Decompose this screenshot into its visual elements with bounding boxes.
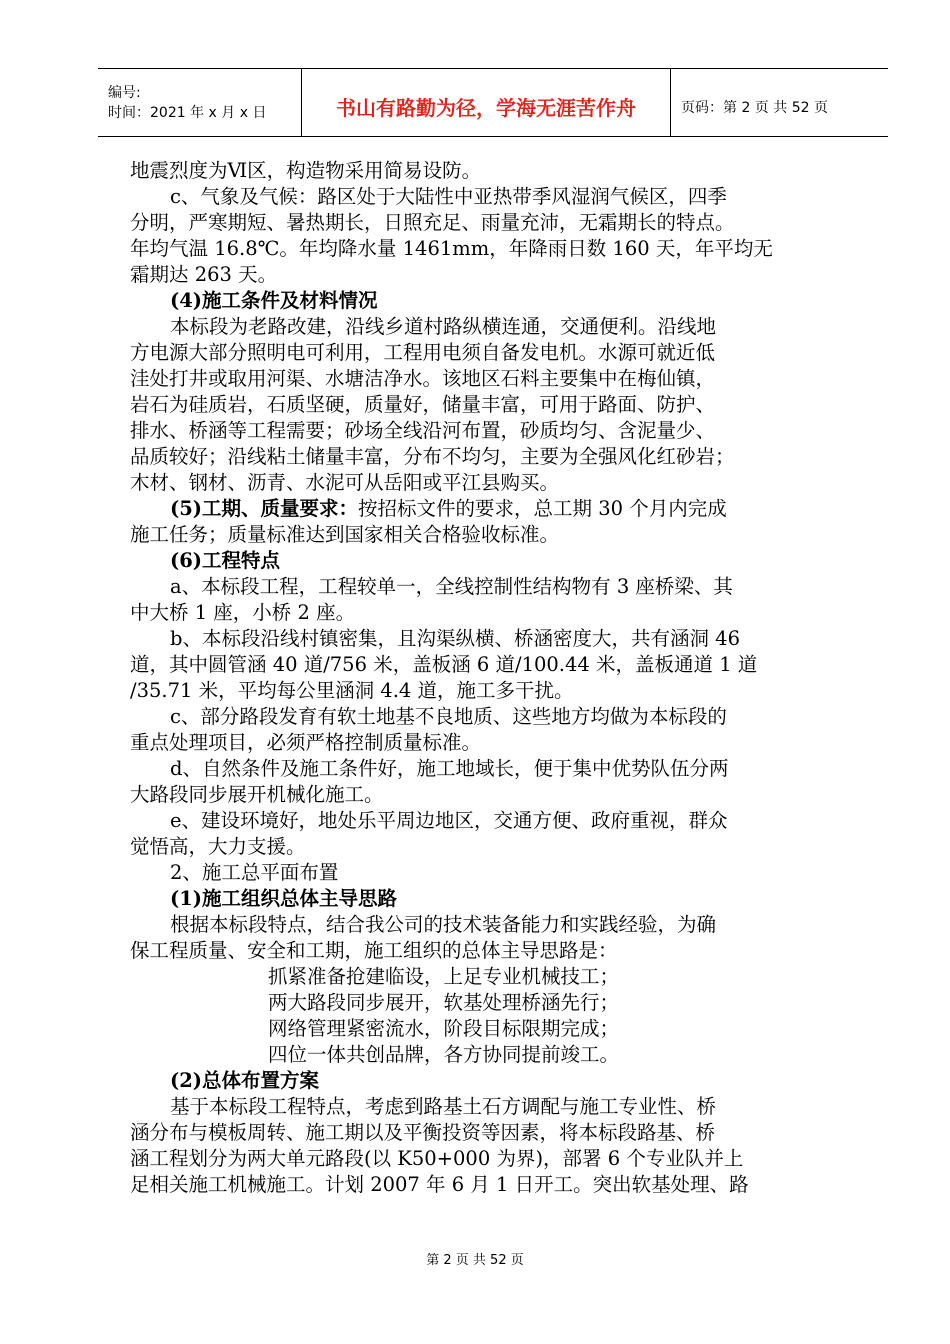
body-line: 觉悟高，大力支援。 (130, 835, 306, 858)
body-line: 保工程质量、安全和工期，施工组织的总体主导思路是： (130, 939, 618, 962)
body-line: 岩石为硅质岩，石质坚硬，质量好，储量丰富，可用于路面、防护、 (130, 393, 716, 416)
body-line: 排水、桥涵等工程需要；砂场全线沿河布置，砂质均匀、含泥量少、 (130, 419, 716, 442)
body-line: 本标段为老路改建，沿线乡道村路纵横连通，交通便利。沿线地 (170, 315, 717, 338)
body-line: 重点处理项目，必须严格控制质量标准。 (130, 731, 482, 754)
body-line: 足相关施工机械施工。计划 2007 年 6 月 1 日开工。突出软基处理、路 (130, 1173, 749, 1196)
document-number-label: 编号: (108, 84, 141, 101)
body-line: 中大桥 1 座，小桥 2 座。 (130, 601, 356, 624)
body-line: 木材、钢材、沥青、水泥可从岳阳或平江县购买。 (130, 471, 560, 494)
body-line: 霜期达 263 天。 (130, 263, 278, 286)
body-line (130, 496, 865, 522)
body-line: 四位一体共创品牌，各方协同提前竣工。 (268, 1043, 620, 1066)
body-line: 大路段同步展开机械化施工。 (130, 783, 384, 806)
body-line: c、气象及气候：路区处于大陆性中亚热带季风湿润气候区，四季 (170, 185, 727, 208)
body-line: 两大路段同步展开，软基处理桥涵先行； (268, 991, 620, 1014)
section-heading: (5)工期、质量要求： (170, 497, 359, 520)
body-line: d、自然条件及施工条件好，施工地域长，便于集中优势队伍分两 (170, 757, 729, 780)
body-line: 分明，严寒期短、暑热期长，日照充足、雨量充沛，无霜期长的特点。 (130, 211, 735, 234)
header-page-number: 页码：第 2 页 共 52 页 (681, 99, 828, 116)
body-line: 地震烈度为Ⅵ区，构造物采用简易设防。 (130, 159, 482, 182)
body-line: 施工任务；质量标准达到国家相关合格验收标准。 (130, 523, 560, 546)
section-heading: (6)工程特点 (170, 549, 281, 572)
section-heading: (2)总体布置方案 (170, 1069, 320, 1092)
body-line: 品质较好；沿线粘土储量丰富，分布不均匀，主要为全强风化红砂岩； (130, 445, 735, 468)
section-heading: 2、施工总平面布置 (170, 861, 339, 884)
section-heading: (1)施工组织总体主导思路 (170, 887, 398, 910)
section-heading: (4)施工条件及材料情况 (170, 289, 378, 312)
page-header (98, 68, 888, 137)
body-text: 按招标文件的要求，总工期 30 个月内完成 (358, 497, 727, 520)
body-line: 涵分布与模板周转、施工期以及平衡投资等因素，将本标段路基、桥 (130, 1121, 716, 1144)
body-line: 方电源大部分照明电可利用，工程用电须自备发电机。水源可就近低 (130, 341, 716, 364)
body-line: 网络管理紧密流水，阶段目标限期完成； (268, 1017, 620, 1040)
body-line: 基于本标段工程特点，考虑到路基土石方调配与施工专业性、桥 (170, 1095, 717, 1118)
body-line: b、本标段沿线村镇密集，且沟渠纵横、桥涵密度大，共有涵洞 46 (170, 627, 740, 650)
body-line: a、本标段工程，工程较单一，全线控制性结构物有 3 座桥梁、其 (170, 575, 733, 598)
body-line: 涵工程划分为两大单元路段(以 K50+000 为界)，部署 6 个专业队并上 (130, 1147, 744, 1170)
body-line: 道，其中圆管涵 40 道/756 米，盖板涵 6 道/100.44 米，盖板通道 1 道 (130, 653, 758, 676)
body-line: /35.71 米，平均每公里涵洞 4.4 道，施工多干扰。 (130, 679, 574, 702)
body-line: 年均气温 16.8℃。年均降水量 1461mm，年降雨日数 160 天，年平均无 (130, 237, 773, 260)
body-line: c、部分路段发育有软土地基不良地质、这些地方均做为本标段的 (170, 705, 727, 728)
body-line: 洼处打井或取用河渠、水塘洁净水。该地区石料主要集中在梅仙镇， (130, 367, 716, 390)
body-line: 抓紧准备抢建临设，上足专业机械技工； (268, 965, 620, 988)
document-body (130, 158, 865, 1198)
body-line: e、建设环境好，地处乐平周边地区，交通方便、政府重视，群众 (170, 809, 728, 832)
header-motto: 书山有路勤为径，学海无涯苦作舟 (301, 69, 671, 136)
header-info (98, 69, 301, 136)
body-line: 根据本标段特点，结合我公司的技术装备能力和实践经验，为确 (170, 913, 717, 936)
document-time-label: 时间：2021 年 x 月 x 日 (108, 104, 267, 121)
page-footer: 第 2 页 共 52 页 (426, 1253, 524, 1268)
